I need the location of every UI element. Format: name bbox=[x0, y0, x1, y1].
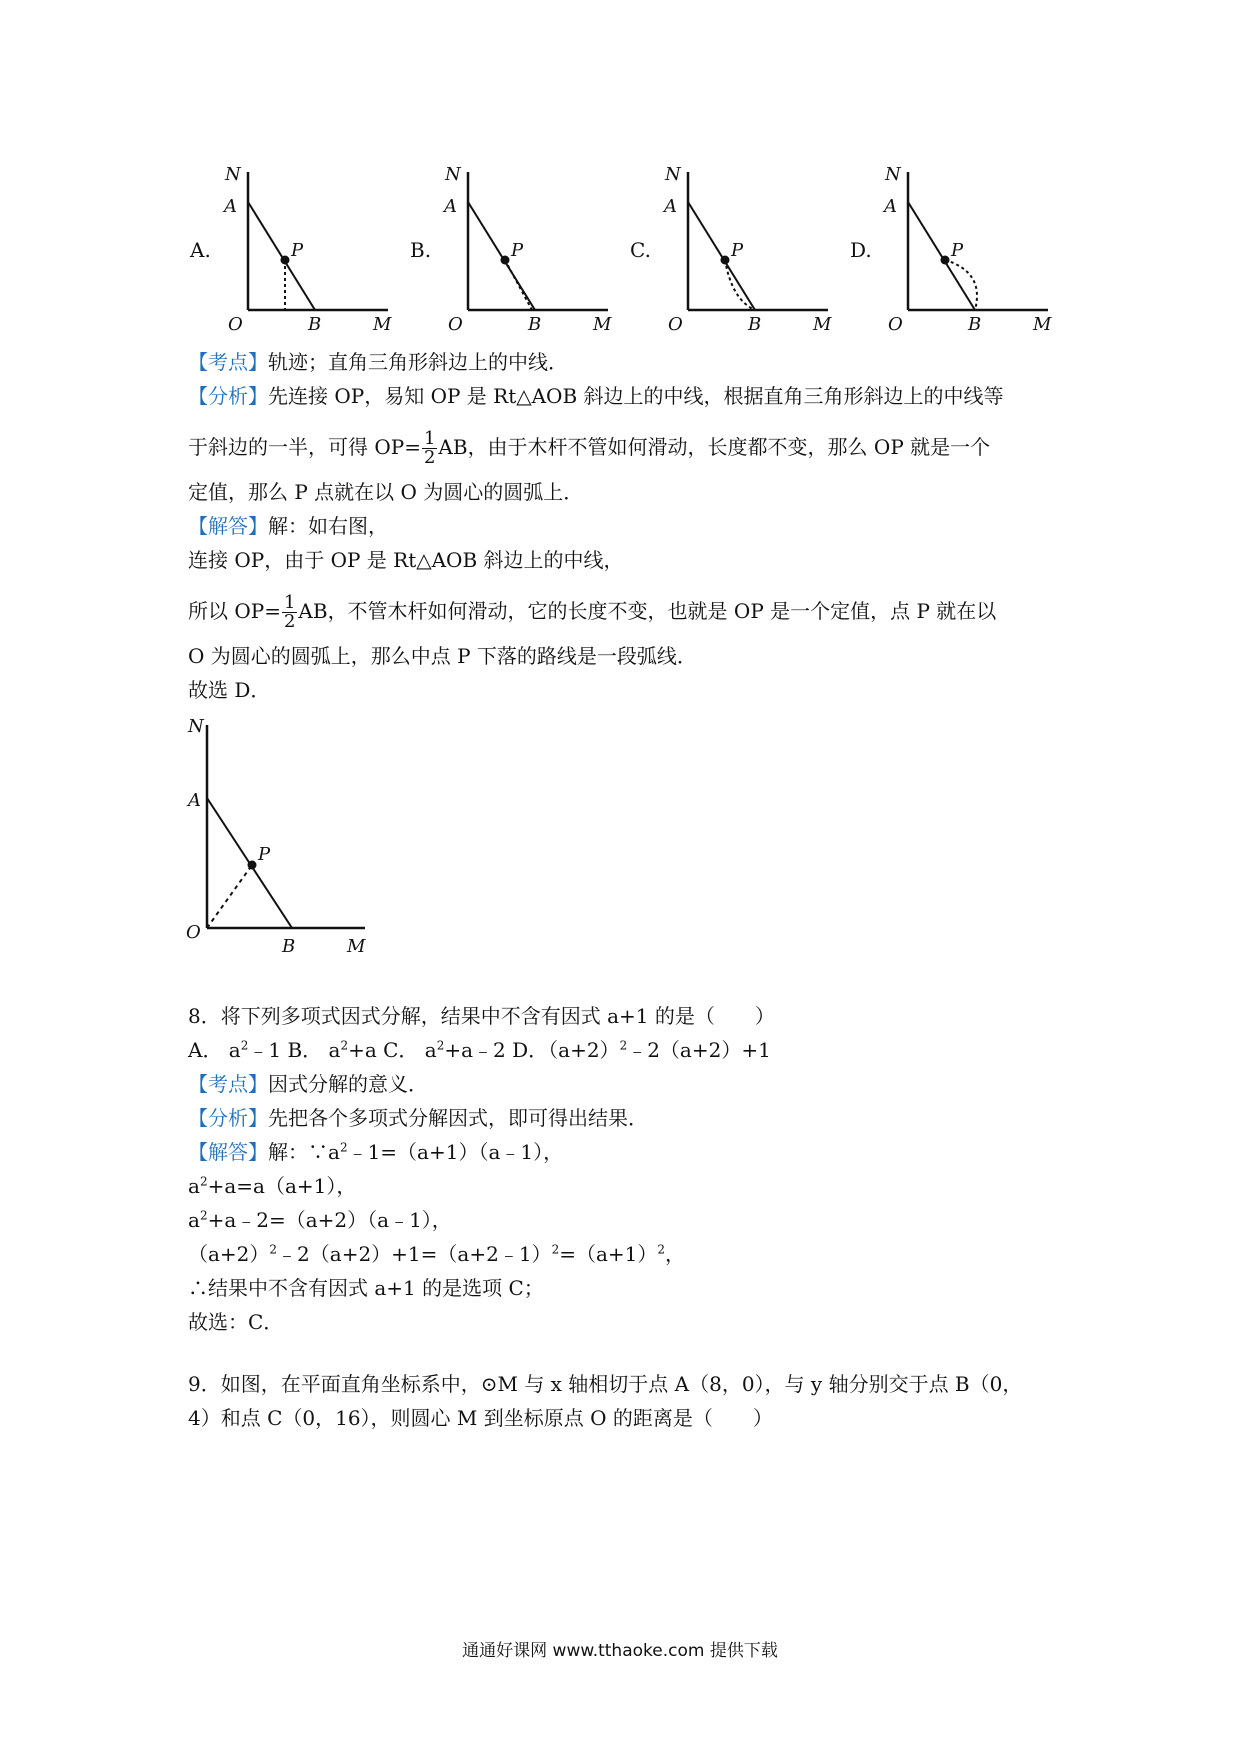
label-b: B bbox=[968, 314, 982, 335]
option-b-label: B. bbox=[410, 238, 432, 262]
solution-figure bbox=[180, 710, 380, 960]
label-m: M bbox=[813, 314, 832, 335]
label-b: B bbox=[528, 314, 542, 335]
label-p: P bbox=[511, 240, 524, 261]
label-n: N bbox=[885, 164, 901, 185]
q9-line-2: 4）和点 C（0，16），则圆心 M 到坐标原点 O 的距离是（ ） bbox=[188, 1406, 773, 1430]
label-p: P bbox=[731, 240, 744, 261]
jieda-tag: 【解答】 bbox=[188, 1140, 268, 1164]
option-a-label: A. bbox=[190, 238, 211, 262]
q8-jieda-2: $a^2+a=a(a+1)$， bbox=[188, 1174, 357, 1198]
q8-kaodian: 【考点】因式分解的意义． bbox=[188, 1072, 428, 1096]
label-b: B bbox=[748, 314, 762, 335]
q7-fenxi-2: 于斜边的一半，可得 OP= $\frac{1}{2}$ AB，由于木杆不管如何滑动，长度都不变，那么 OP 就是一个 bbox=[188, 428, 991, 468]
option-a-figure bbox=[200, 160, 400, 340]
q7-fenxi-1: 【分析】先连接 OP，易知 OP 是 Rt△AOB 斜边上的中线，根据直角三角形斜边上的中线等 bbox=[188, 384, 1004, 408]
label-a: A bbox=[664, 196, 677, 217]
label-m: M bbox=[373, 314, 392, 335]
label-b: B bbox=[308, 314, 322, 335]
q8-conclusion: ∴结果中不含有因式 a+1 的是选项 C； bbox=[188, 1276, 544, 1300]
label-a: A bbox=[188, 790, 201, 811]
label-o: O bbox=[668, 314, 683, 335]
fenxi-tag: 【分析】 bbox=[188, 1106, 268, 1130]
q8-question: 8．将下列多项式因式分解，结果中不含有因式 a+1 的是（ ） bbox=[188, 1004, 775, 1028]
label-m: M bbox=[593, 314, 612, 335]
option-b-figure bbox=[420, 160, 620, 340]
label-a: A bbox=[884, 196, 897, 217]
label-p: P bbox=[258, 844, 271, 865]
label-n: N bbox=[188, 716, 204, 737]
q8-fenxi: 【分析】先把各个多项式分解因式，即可得出结果． bbox=[188, 1106, 648, 1130]
q7-jieda-1: 【解答】解：如右图， bbox=[188, 514, 388, 538]
label-n: N bbox=[445, 164, 461, 185]
q8-answer: 故选：C． bbox=[188, 1310, 284, 1334]
q7-kaodian: 【考点】轨迹；直角三角形斜边上的中线． bbox=[188, 350, 568, 374]
q7-jieda-2: 连接 OP，由于 OP 是 Rt△AOB 斜边上的中线， bbox=[188, 548, 624, 572]
kaodian-tag: 【考点】 bbox=[188, 350, 268, 374]
label-o: O bbox=[228, 314, 243, 335]
q9-line-1: 9．如图，在平面直角坐标系中，⊙M 与 x 轴相切于点 A（8，0），与 y 轴分别交于点 B（0， bbox=[188, 1372, 1023, 1396]
kaodian-tag: 【考点】 bbox=[188, 1072, 268, 1096]
q7-answer: 故选 D． bbox=[188, 678, 271, 702]
q7-jieda-4: O 为圆心的圆弧上，那么中点 P 下落的路线是一段弧线． bbox=[188, 644, 697, 668]
label-m: M bbox=[1033, 314, 1052, 335]
q8-jieda-1: 【解答】解：$\because a^2﹣1=(a+1)(a﹣1)$， bbox=[188, 1140, 564, 1164]
fraction-one-half: $\frac{1}{2}$ bbox=[423, 428, 436, 468]
label-n: N bbox=[225, 164, 241, 185]
q8-jieda-4: $(a+2)^2﹣2(a+2)+1=(a+2﹣1)^2=(a+1)^2$， bbox=[188, 1242, 686, 1266]
label-a: A bbox=[444, 196, 457, 217]
label-p: P bbox=[951, 240, 964, 261]
option-d-label: D. bbox=[850, 238, 872, 262]
q8-options: A． $a^2﹣1$ B． $a^2+a$ C． $a^2+a﹣2$ D．$(a+2)^2﹣2(a+2)+1$ bbox=[188, 1038, 771, 1062]
fraction-one-half: $\frac{1}{2}$ bbox=[283, 592, 296, 632]
fenxi-tag: 【分析】 bbox=[188, 384, 268, 408]
label-o: O bbox=[888, 314, 903, 335]
page-footer: 通通好课网 www.tthaoke.com 提供下载 bbox=[462, 1641, 778, 1661]
label-a: A bbox=[224, 196, 237, 217]
option-c-label: C. bbox=[630, 238, 651, 262]
label-m: M bbox=[347, 936, 366, 957]
label-p: P bbox=[291, 240, 304, 261]
q8-jieda-3: $a^2+a﹣2=(a+2)(a﹣1)$， bbox=[188, 1208, 452, 1232]
option-d-figure bbox=[860, 160, 1060, 340]
jieda-tag: 【解答】 bbox=[188, 514, 268, 538]
label-b: B bbox=[282, 936, 296, 957]
q7-fenxi-3: 定值，那么 P 点就在以 O 为圆心的圆弧上． bbox=[188, 480, 584, 504]
q7-jieda-3: 所以 OP= $\frac{1}{2}$ AB，不管木杆如何滑动，它的长度不变，也就是 OP 是一个定值，点 P 就在以 bbox=[188, 592, 997, 632]
option-c-figure bbox=[640, 160, 840, 340]
label-n: N bbox=[665, 164, 681, 185]
label-o: O bbox=[448, 314, 463, 335]
label-o: O bbox=[186, 922, 201, 943]
